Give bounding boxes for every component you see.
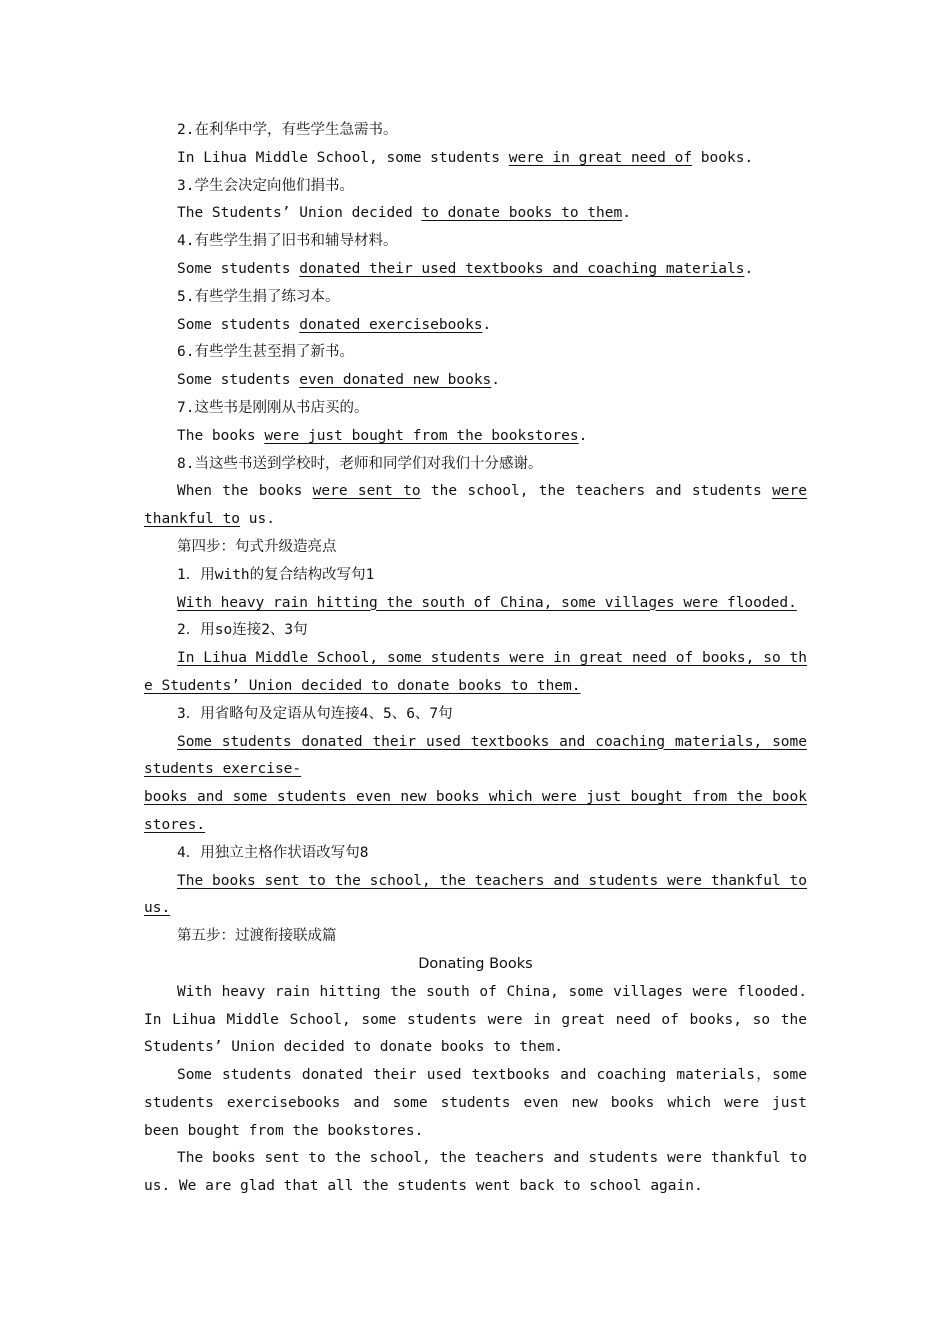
essay-paragraph: The books sent to the school, the teachers and students were thankful to us. We are glad that all the students went back to school again.	[144, 1150, 807, 1195]
item-chinese: 有些学生捐了练习本。	[194, 288, 340, 305]
en-text: books.	[692, 149, 754, 166]
en-text: The books	[177, 427, 265, 444]
rewrite-answer	[144, 729, 807, 785]
rewrite-answer	[144, 868, 807, 924]
en-answer: even donated new books	[299, 372, 492, 389]
item-en	[144, 145, 807, 173]
en-text: .	[491, 372, 501, 389]
item-chinese: 有些学生甚至捐了新书。	[194, 344, 354, 361]
item-zh	[144, 228, 807, 256]
item-en	[144, 423, 807, 451]
item-zh	[144, 395, 807, 423]
item-3	[144, 173, 807, 229]
item-8	[144, 451, 807, 534]
answer-text: books and some students even new books which were just bought from the bookstores.	[144, 789, 807, 833]
en-answer: were sent to	[312, 483, 421, 500]
item-number: 7.	[177, 399, 195, 416]
item-en	[144, 200, 807, 228]
essay-paragraph: With heavy rain hitting the south of China, some villages were flooded. In Lihua Middle School, some students were in great need of books, so the Students’ Union decided to donate books to them.	[144, 983, 807, 1056]
item-7	[144, 395, 807, 451]
item-chinese: 当这些书送到学校时，老师和同学们对我们十分感谢。	[194, 455, 543, 472]
document-page	[144, 117, 807, 1201]
en-text: .	[622, 205, 631, 222]
item-zh	[144, 339, 807, 367]
essay-paragraph: Some students donated their used textbooks and coaching materials，some students exercisebooks and some students even new books which were just been bought from the bookstores.	[144, 1067, 807, 1139]
item-number: 5.	[177, 288, 195, 305]
en-text: Some students	[177, 372, 300, 389]
en-answer: were in great need of	[508, 149, 693, 166]
item-en	[144, 367, 807, 395]
item-number: 6.	[177, 344, 195, 361]
en-text: .	[744, 260, 754, 277]
item-6	[144, 339, 807, 395]
answer-text: With heavy rain hitting the south of China, some villages were flooded.	[177, 594, 797, 611]
rewrite-label: 3．用省略句及定语从句连接4、5、6、7句	[177, 705, 453, 722]
step4-heading: 第四步：句式升级造亮点	[177, 538, 337, 555]
item-en	[144, 312, 807, 340]
en-answer: donated exercisebooks	[299, 316, 483, 333]
item-zh	[144, 173, 807, 201]
en-text: The Students’ Union decided	[177, 205, 422, 222]
rewrite-answer	[144, 590, 807, 618]
answer-text: Some students donated their used textbooks and coaching materials, some students exercise-	[144, 733, 807, 778]
rewrite-label: 4．用独立主格作状语改写句8	[177, 844, 369, 861]
rewrite-answer-continued	[144, 784, 807, 840]
item-zh	[144, 117, 807, 145]
answer-text: In Lihua Middle School, some students were in great need of books, so the Students’ Union decided to donate books to them.	[144, 650, 807, 694]
item-chinese: 这些书是刚刚从书店买的。	[194, 399, 369, 416]
item-zh	[144, 284, 807, 312]
en-answer: to donate books to them	[421, 205, 623, 222]
en-text: When the books	[177, 483, 313, 500]
item-chinese: 在利华中学，有些学生急需书。	[194, 122, 398, 138]
item-en	[144, 478, 807, 534]
item-number: 2.	[177, 122, 195, 138]
en-answer: were thankful to	[144, 483, 807, 528]
item-4	[144, 228, 807, 284]
item-en	[144, 256, 807, 284]
item-chinese: 学生会决定向他们捐书。	[194, 177, 354, 194]
en-text: .	[578, 427, 588, 444]
rewrite-label: 1．用with的复合结构改写句1	[177, 566, 375, 583]
item-5	[144, 284, 807, 340]
item-number: 8.	[177, 455, 195, 472]
item-2	[144, 117, 807, 173]
en-text: .	[482, 316, 492, 333]
item-chinese: 有些学生捐了旧书和辅导材料。	[194, 233, 398, 250]
en-text: In Lihua Middle School, some students	[177, 149, 509, 166]
en-answer: were just bought from the bookstores	[264, 427, 579, 444]
en-answer: donated their used textbooks and coaching materials	[299, 260, 745, 277]
en-text: the school, the teachers and students	[420, 483, 773, 500]
rewrite-answer	[144, 645, 807, 701]
essay-title: Donating Books	[418, 955, 533, 972]
item-number: 3.	[177, 177, 195, 194]
answer-text: The books sent to the school, the teachers and students were thankful to us.	[144, 872, 807, 917]
item-zh	[144, 451, 807, 479]
item-number: 4.	[177, 233, 195, 250]
en-text: Some students	[177, 316, 300, 333]
rewrite-label: 2．用so连接2、3句	[177, 622, 308, 639]
en-text: us.	[240, 511, 275, 528]
step5-heading: 第五步：过渡衔接联成篇	[177, 928, 337, 945]
en-text: Some students	[177, 260, 300, 277]
